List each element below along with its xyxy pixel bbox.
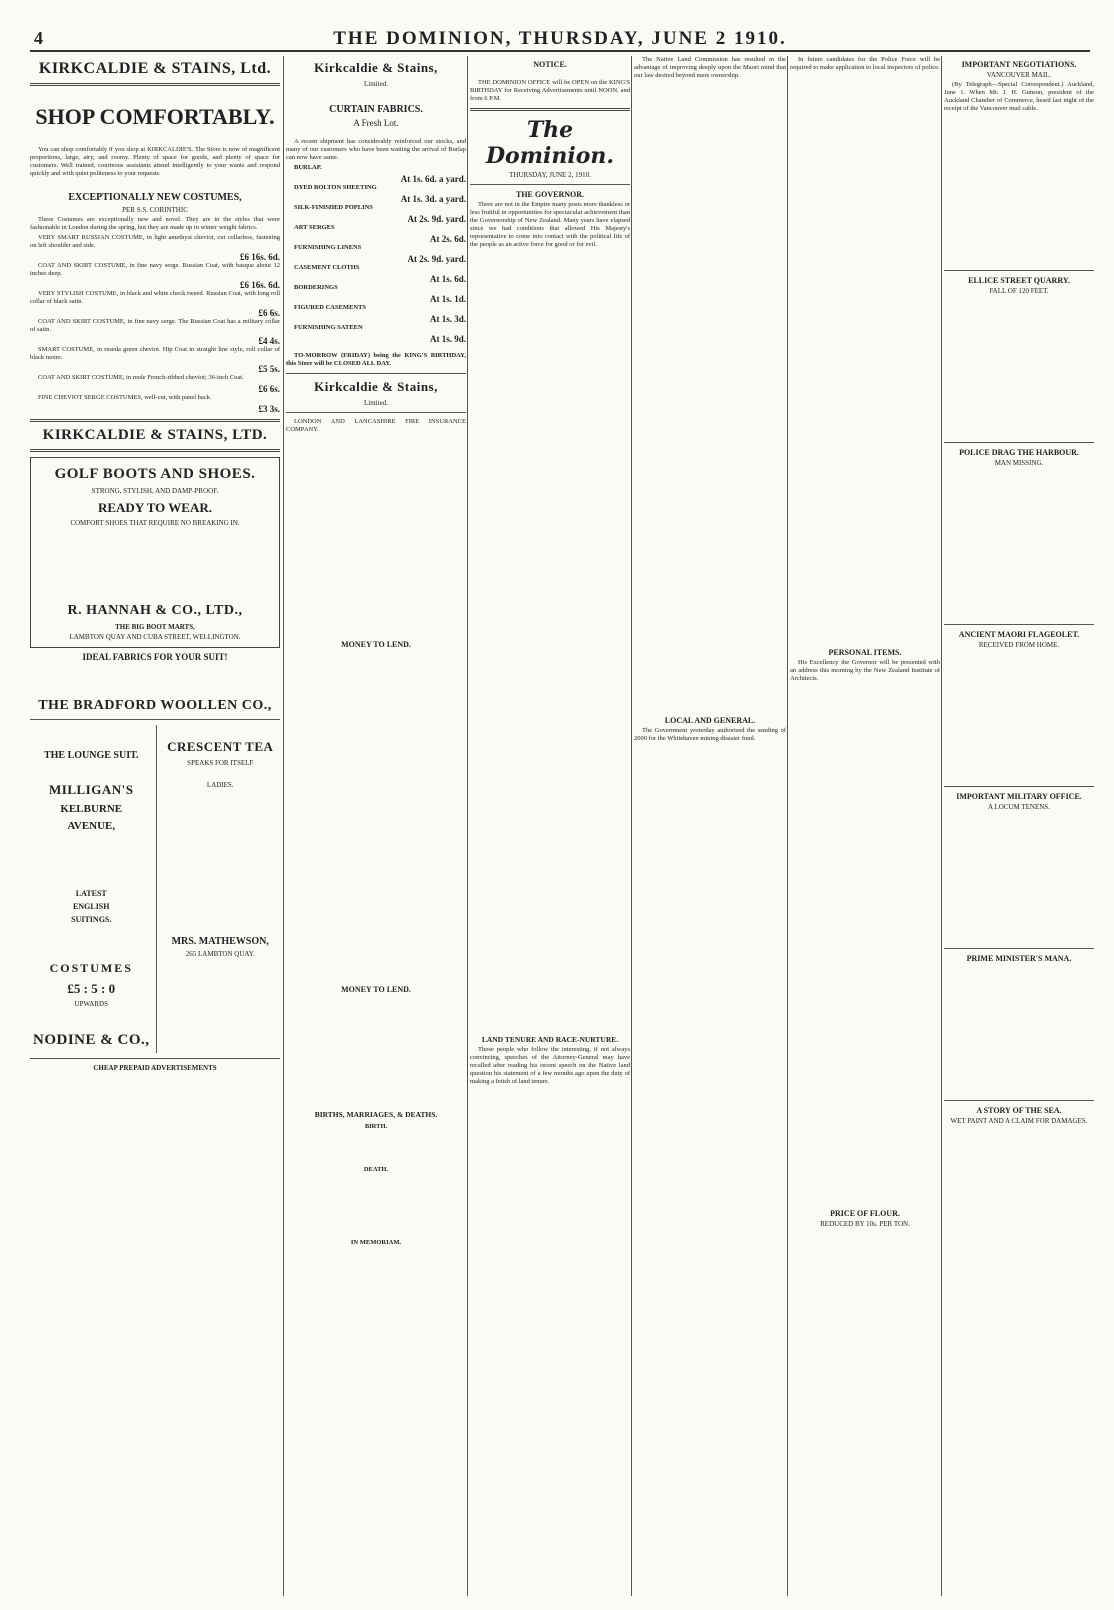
costumes2-price: £5 : 5 : 0	[67, 981, 116, 996]
important-heading: IMPORTANT NEGOTIATIONS.	[961, 60, 1077, 69]
column-rule	[631, 56, 632, 1596]
masthead-title: THE DOMINION, THURSDAY, JUNE 2 1910.	[333, 28, 787, 49]
personal-text: His Excellency the Governor will be presented with an address this morning by the New Zealand Institute of Architects.	[790, 659, 940, 682]
land-heading: LAND TENURE AND RACE-NURTURE.	[481, 1035, 619, 1044]
closed-notice: TO-MORROW (FRIDAY) being the KING'S BIRTHDAY, this Store will be CLOSED ALL DAY.	[286, 352, 466, 367]
golf-sub: STRONG, STYLISH, AND DAMP-PROOF.	[91, 487, 219, 495]
hannah-address: LAMBTON QUAY AND CUBA STREET, WELLINGTON.	[69, 633, 241, 641]
english: ENGLISH	[73, 902, 110, 911]
police-heading: POLICE DRAG THE HARBOUR.	[959, 448, 1079, 457]
costume-item: COAT AND SKIRT COSTUME, in fine navy serge. Russian Coat, with basque about 12 inches deep. £6 16s. 6d.	[30, 262, 280, 290]
cheap-ads: CHEAP PREPAID ADVERTISEMENTS	[93, 1064, 217, 1072]
hannah-sub: THE BIG BOOT MARTS,	[115, 623, 195, 631]
firm-heading-2: KIRKCALDIE & STAINS, LTD.	[42, 427, 268, 443]
product-item: BORDERINGS At 1s. 1d.	[294, 284, 466, 304]
column-rule	[941, 56, 942, 1596]
costume-item: COAT AND SKIRT COSTUME, in fine navy serge. The Russian Coat has a military collar of satin. £4 4s.	[30, 318, 280, 346]
police-sub: MAN MISSING.	[994, 459, 1044, 467]
golf-title: GOLF BOOTS AND SHOES.	[54, 466, 256, 482]
governor-text: There are not in the Empire many posts more thankless or less fruitful in opportunities for spectacular achievement than the Governorship of New Zealand. Many years have elapsed since we had conditions that allowed His Majesty's representative to come into contact with the political life of the people as an active force for good or for evil.	[470, 201, 630, 248]
column-5	[790, 56, 940, 1596]
ideal-heading: IDEAL FABRICS FOR YOUR SUIT!	[82, 652, 228, 662]
vancouver-sub: VANCOUVER MAIL.	[986, 71, 1052, 79]
masthead	[30, 28, 1090, 52]
intro-text: You can shop comfortably if you shop at KIRKCALDIE'S. The Store is now of magnificent proportions, large, airy, and roomy. Plenty of space for goods, and plenty of space for customers. Well trained, courteous assistants attend intelligently to your wants and respond quickly and with quiet politeness to your requests.	[30, 146, 280, 177]
personal-heading: PERSONAL ITEMS.	[828, 648, 902, 657]
avenue: AVENUE,	[67, 820, 116, 832]
costume-item: FINE CHEVIOT SERGE COSTUMES, well-cut, with panel back. £3 3s.	[38, 394, 280, 414]
money-heading: MONEY TO LEND.	[341, 640, 411, 649]
costumes-title: EXCEPTIONALLY NEW COSTUMES,	[68, 192, 242, 203]
lounge-title: THE LOUNGE SUIT.	[43, 750, 139, 761]
birth-heading: BIRTH.	[364, 1123, 388, 1130]
vancouver-text: (By Telegraph—Special Correspondent.) Auckland, June 1. When Mr. J. H. Gunson, president of the Auckland Chamber of Commerce, heard last night of the receipt of the Vancouver mail cable.	[944, 81, 1094, 112]
column-1	[30, 56, 280, 1596]
suitings: SUITINGS.	[71, 915, 112, 924]
mathewson-address: 265 LAMBTON QUAY.	[185, 950, 255, 958]
curtain-text: A recent shipment has considerably reinforced our stocks, and many of our customers who have been waiting the arrival of Burlap can now have same.	[286, 138, 466, 161]
shop-headline: SHOP COMFORTABLY.	[35, 104, 275, 129]
curtain-title: CURTAIN FABRICS.	[329, 104, 423, 115]
local-heading: LOCAL AND GENERAL.	[664, 716, 756, 725]
local-text: The Government yesterday authorised the sending of 2000 for the Whitehaven mining disaster fund.	[634, 727, 786, 742]
military-heading: IMPORTANT MILITARY OFFICE.	[956, 792, 1082, 801]
product-item: FURNISHING SATEEN At 1s. 9d.	[294, 324, 466, 344]
hannah-title: R. HANNAH & CO., LTD.,	[67, 603, 243, 618]
costume-item: VERY SMART RUSSIAN COSTUME, in light amethyst cheviot, cut collarless, fastening on left shoulder and side. £6 16s. 6d.	[30, 234, 280, 262]
maori-sub: RECEIVED FROM HOME.	[978, 641, 1060, 649]
nodine-title: NODINE & CO.,	[32, 1032, 150, 1048]
births-heading: BIRTHS, MARRIAGES, & DEATHS.	[314, 1110, 438, 1119]
costume-item: COAT AND SKIRT COSTUME, in mole French-ribbed cheviot; 36-inch Coat. £6 6s.	[38, 374, 280, 394]
column-4	[634, 56, 786, 1596]
product-item: FIGURED CASEMENTS At 1s. 3d.	[294, 304, 466, 324]
curtain-sub: A Fresh Lot.	[353, 118, 399, 128]
costumes-text: These Costumes are exceptionally new and novel. They are in the styles that were fashionable in London during the spring, but they are made up in winter weight fabrics.	[30, 216, 280, 231]
firm-heading: Kirkcaldie & Stains,	[314, 60, 438, 75]
product-item: CASEMENT CLOTHS At 1s. 6d.	[294, 264, 466, 284]
notice-text: THE DOMINION OFFICE will be OPEN on the KING'S BIRTHDAY for Receiving Advertisements until NOON, and from 6 P.M.	[470, 79, 630, 102]
sea-sub: WET PAINT AND A CLAIM FOR DAMAGES.	[950, 1117, 1088, 1125]
military-sub: A LOCUM TENENS.	[988, 803, 1050, 811]
money-heading-2: MONEY TO LEND.	[341, 985, 411, 994]
product-item: DYED BOLTON SHEETING At 1s. 3d. a yard.	[294, 184, 466, 204]
death-heading: DEATH.	[363, 1166, 389, 1173]
maori-heading: ANCIENT MAORI FLAGEOLET.	[958, 630, 1080, 639]
governor-heading: THE GOVERNOR.	[515, 190, 584, 199]
crescent-ad	[161, 725, 281, 1053]
paper-date: THURSDAY, JUNE 2, 1910.	[509, 171, 591, 179]
firm-heading: KIRKCALDIE & STAINS, Ltd.	[38, 60, 272, 77]
native-land-text: The Native Land Commission has resulted in the advantage of improving deeply upon the Maori mind that our law desired beyond mere ownership.	[634, 56, 786, 79]
product-item: SILK-FINISHED POPLINS At 2s. 9d. yard.	[294, 204, 466, 224]
land-text: Those people who follow the interesting, if not always convincing, speeches of the Attorney-General may have recalled after reading his recent speech on the Native land question his statement of a few months ago upon the duty of making a fetish of land tenure.	[470, 1046, 630, 1085]
column-rule	[467, 56, 468, 1596]
product-item: ART SERGES At 2s. 6d.	[294, 224, 466, 244]
page-number: 4	[34, 28, 43, 48]
flour-sub: REDUCED BY 10s. PER TON.	[820, 1220, 910, 1228]
crescent-sub: SPEAKS FOR ITSELF	[187, 759, 254, 767]
column-rule	[283, 56, 284, 1596]
memoriam-heading: IN MEMORIAM.	[350, 1239, 402, 1246]
police-text: In future candidates for the Police Force will be required to make application to local inspectors of police.	[790, 56, 940, 71]
costume-item: SMART COSTUME, in reseda green cheviot. Hip Coat in straight line style, roll collar of black moire. £5 5s.	[30, 346, 280, 374]
firm-limited-2: Limited.	[364, 399, 388, 407]
column-rule	[787, 56, 788, 1596]
flour-heading: PRICE OF FLOUR.	[830, 1209, 900, 1218]
notice-heading: NOTICE.	[533, 60, 567, 69]
costumes2-title: COSTUMES	[49, 961, 133, 975]
firm-limited: Limited.	[364, 80, 388, 88]
milligan-title: MILLIGAN'S	[49, 782, 134, 797]
latest: LATEST	[75, 889, 107, 898]
golf-ad	[30, 457, 280, 648]
bradford-heading: THE BRADFORD WOOLLEN CO.,	[38, 698, 272, 713]
costume-item: VERY STYLISH COSTUME, in black and white check tweed. Russian Coat, with long roll collar of black satin. £6 6s.	[30, 290, 280, 318]
upwards: UPWARDS	[74, 1000, 108, 1008]
golf-ready: READY TO WEAR.	[97, 500, 213, 515]
kelburne: KELBURNE	[60, 803, 123, 815]
sea-heading: A STORY OF THE SEA.	[976, 1106, 1062, 1115]
column-3	[470, 56, 630, 1596]
crescent-title: CRESCENT TEA	[167, 739, 274, 754]
mathewson-title: MRS. MATHEWSON,	[171, 936, 269, 947]
ellice-heading: ELLICE STREET QUARRY.	[968, 276, 1070, 285]
column-2	[286, 56, 466, 1596]
crescent-ladies: LADIES.	[206, 781, 234, 789]
product-item: FURNISHING LINENS At 2s. 9d. yard.	[294, 244, 466, 264]
lower-ads	[30, 725, 280, 1053]
column-6	[944, 56, 1094, 1596]
product-item: BURLAP. At 1s. 6d. a yard.	[294, 164, 466, 184]
costumes-sub: PER S.S. CORINTHIC	[122, 206, 188, 214]
paper-name: The Dominion.	[485, 117, 615, 169]
golf-comfort: COMFORT SHOES THAT REQUIRE NO BREAKING IN.	[70, 519, 240, 527]
mana-heading: PRIME MINISTER'S MANA.	[966, 954, 1072, 963]
firm-heading-2: Kirkcaldie & Stains,	[314, 379, 438, 394]
ellice-sub: FALL OF 120 FEET.	[989, 287, 1049, 295]
milligan-ad	[30, 725, 157, 1053]
lancashire-ad: LONDON AND LANCASHIRE FIRE INSURANCE COMPANY.	[286, 418, 466, 433]
